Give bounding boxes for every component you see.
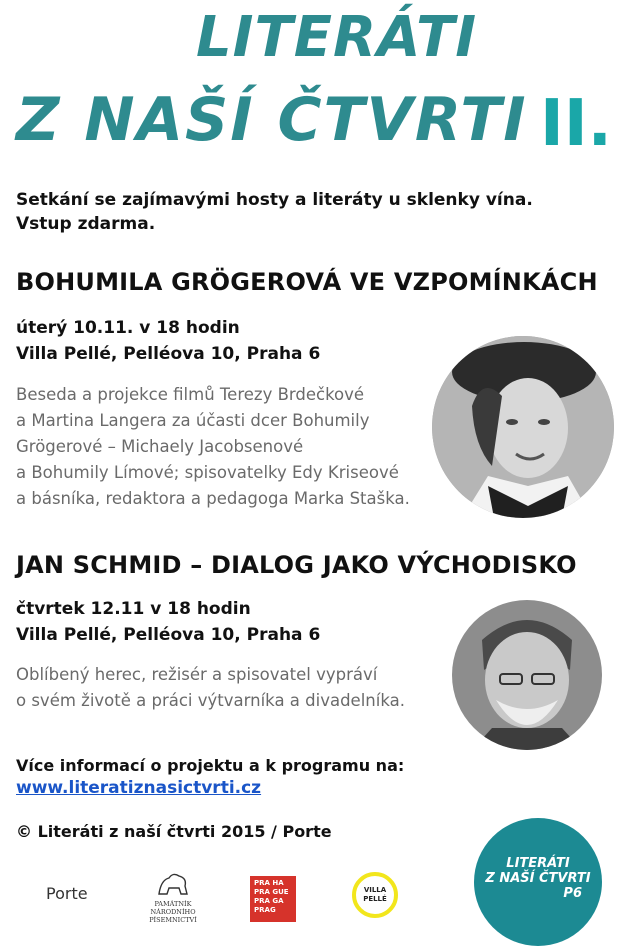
event-description-grogerova [16, 382, 410, 512]
more-info-text: Více informací o projektu a k programu na: [16, 756, 405, 775]
entry-note: Vstup zdarma. [16, 214, 156, 234]
event-description-schmid [16, 662, 405, 714]
badge-line: LITERÁTI [506, 856, 570, 871]
intro-text: Setkání se zajímavými hosty a literáty u sklenky vína. [16, 190, 533, 210]
poster-title-line-1: LITERÁTI [196, 5, 478, 70]
pamatnik-narodniho-pisemnictvi-logo [136, 870, 210, 924]
description-line: a Martina Langera za účasti dcer Bohumily [16, 411, 370, 430]
poster-title-line-2: Z NAŠÍ ČTVRTI [16, 85, 528, 155]
description-line: Oblíbený herec, režisér a spisovatel vypráví [16, 665, 378, 684]
logo-text: PRA GA [254, 897, 284, 905]
website-link[interactable]: www.literatiznasictvrti.cz [16, 778, 262, 798]
badge-line: P6 [563, 886, 582, 901]
logo-text: PELLÉ [363, 895, 387, 903]
description-line: Grögerové – Michaely Jacobsenové [16, 437, 304, 456]
event-venue-schmid: Villa Pellé, Pelléova 10, Praha 6 [16, 625, 321, 645]
portrait-photo-schmid [452, 600, 602, 750]
project-badge [474, 818, 602, 946]
description-line: o svém životě a práci výtvarníka a divadelníka. [16, 691, 405, 710]
logo-text: PRAG [254, 906, 276, 914]
logo-text: PRA HA [254, 879, 284, 887]
event-date-grogerova: úterý 10.11. v 18 hodin [16, 318, 240, 338]
description-line: a Bohumily Límové; spisovatelky Edy Kriseové [16, 463, 399, 482]
edition-mark: II. [540, 87, 612, 161]
portrait-photo-grogerova [432, 336, 614, 518]
copyright-text: © Literáti z naší čtvrti 2015 / Porte [16, 822, 332, 841]
badge-line: Z NAŠÍ ČTVRTI [485, 871, 591, 886]
logo-text: NÁRODNÍHO [150, 908, 196, 916]
event-title-grogerova: BOHUMILA GRÖGEROVÁ VE VZPOMÍNKÁCH [16, 268, 598, 296]
lion-icon [155, 870, 191, 898]
event-date-schmid: čtvrtek 12.11 v 18 hodin [16, 599, 251, 619]
praha-logo [250, 876, 296, 922]
porte-logo: Porte [46, 884, 88, 903]
event-title-schmid: JAN SCHMID – DIALOG JAKO VÝCHODISKO [16, 551, 577, 579]
description-line: a básníka, redaktora a pedagoga Marka Staška. [16, 489, 410, 508]
logo-text: PÍSEMNICTVÍ [149, 916, 197, 924]
event-venue-grogerova: Villa Pellé, Pelléova 10, Praha 6 [16, 344, 321, 364]
logo-text: VILLA [363, 886, 387, 894]
logo-text: PAMÁTNÍK [154, 900, 192, 908]
logo-text: PRA GUE [254, 888, 289, 896]
villa-pelle-logo [352, 872, 398, 918]
description-line: Beseda a projekce filmů Terezy Brdečkové [16, 385, 365, 404]
